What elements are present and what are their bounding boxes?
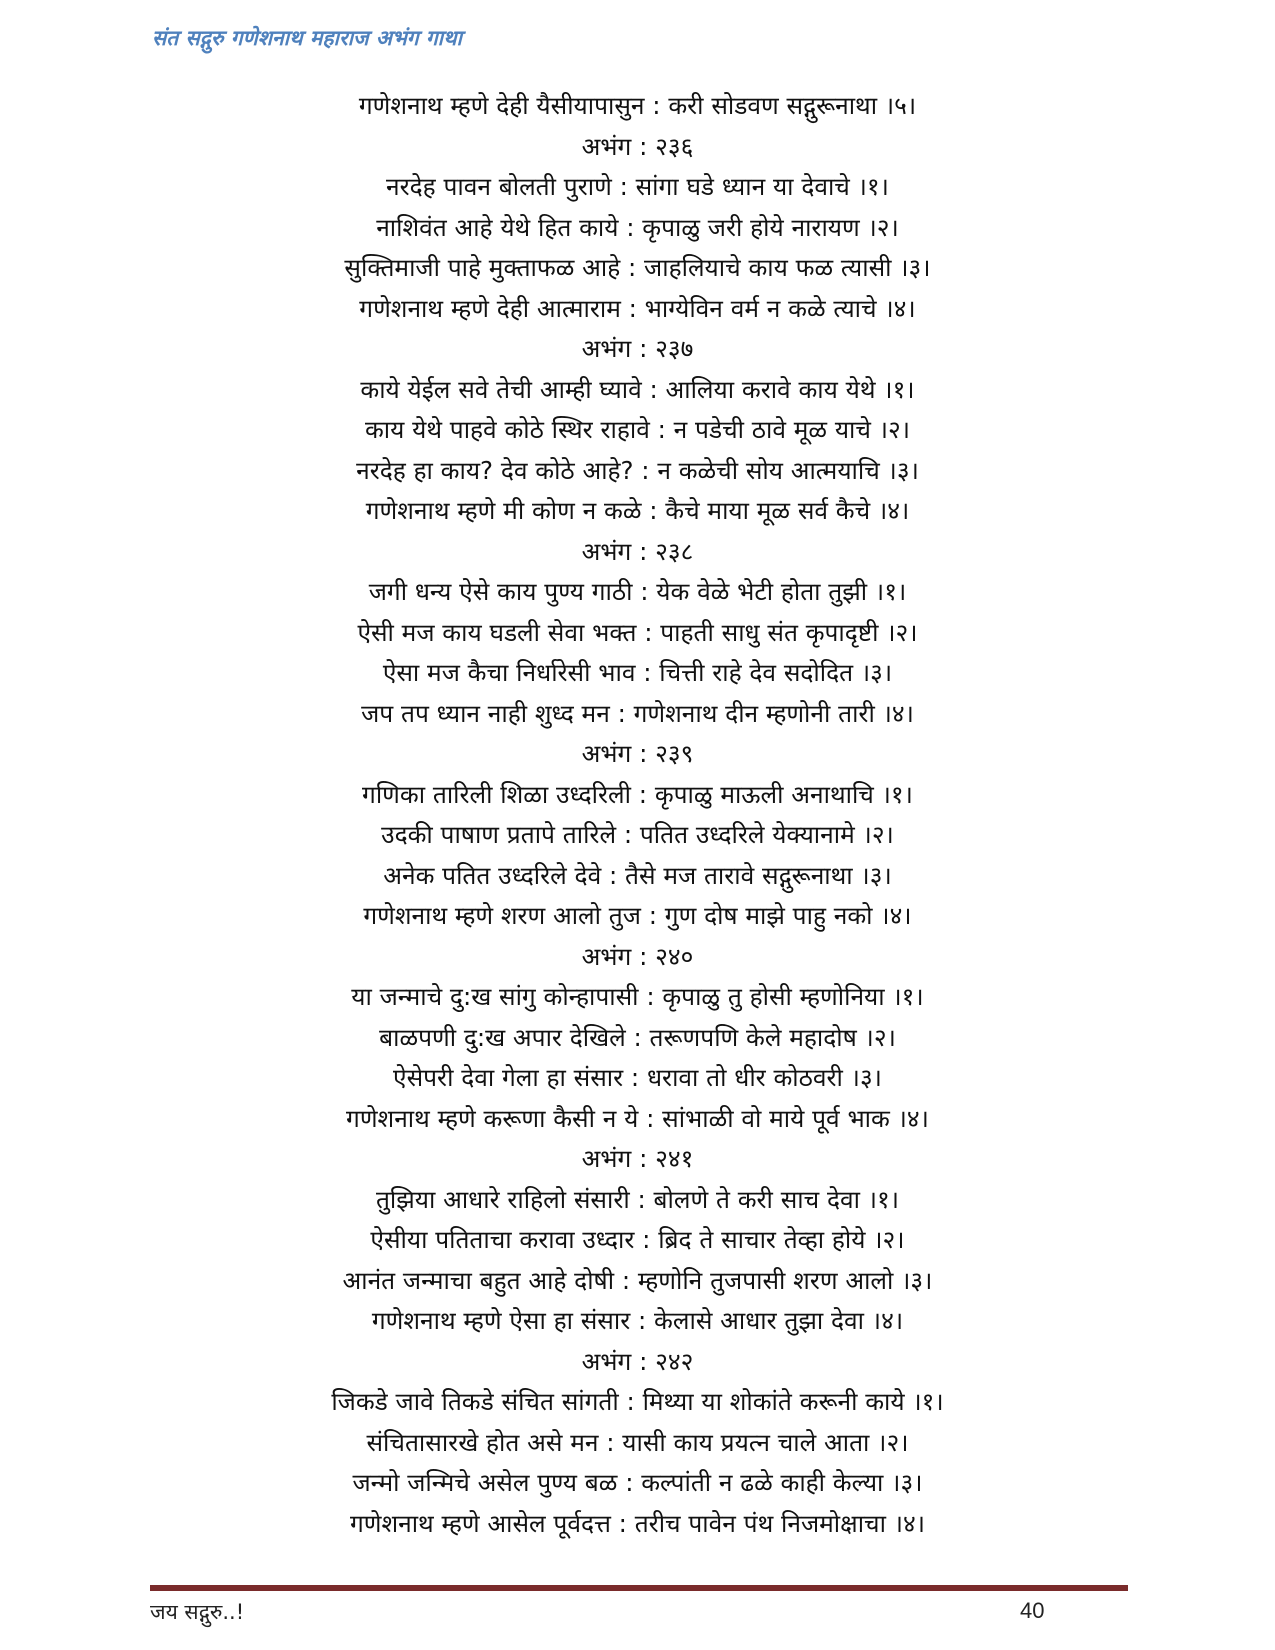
verse-line: या जन्माचे दु:ख सांगु कोन्हापासी : कृपाळु तु होसी म्हणोनिया ।१।	[351, 982, 924, 1011]
page-header-title: संत सद्गुरु गणेशनाथ महाराज अभंग गाथा	[152, 26, 462, 50]
abhang-text-body	[150, 86, 1125, 1544]
verse-line: गणेशनाथ म्हणे मी कोण न कळे : कैचे माया मूळ सर्व कैचे ।४।	[365, 496, 910, 525]
verse-line: नरदेह पावन बोलती पुराणे : सांगा घडे ध्यान या देवाचे ।१।	[386, 172, 889, 201]
footer-divider	[150, 1585, 1128, 1591]
verse-line: ऐसा मज कैचा निर्धारेसी भाव : चित्ती राहे देव सदोदित ।३।	[382, 658, 893, 687]
verse-line: नरदेह हा काय? देव कोठे आहे? : न कळेची सोय आत्मयाचि ।३।	[356, 455, 919, 485]
abhang-heading: अभंग : २४०	[581, 941, 694, 971]
abhang-heading: अभंग : २४१	[581, 1144, 694, 1173]
abhang-heading: अभंग : २३९	[581, 739, 694, 768]
verse-line: गणेशनाथ म्हणे देही आत्माराम : भाग्येविन वर्म न कळे त्याचे ।४।	[359, 293, 916, 323]
verse-line: संचितासारखे होत असे मन : यासी काय प्रयत्न चाले आता ।२।	[366, 1427, 909, 1457]
verse-line: ऐसीया पतिताचा करावा उध्दार : ब्रिद ते साचार तेव्हा होये ।२।	[370, 1225, 905, 1254]
verse-line: गणेशनाथ म्हणे करूणा कैसी न ये : सांभाळी वो माये पूर्व भाक ।४।	[346, 1103, 929, 1133]
verse-line: काय येथे पाहवे कोठे स्थिर राहावे : न पडेची ठावे मूळ याचे ।२।	[364, 415, 911, 444]
abhang-heading: अभंग : २४२	[581, 1346, 694, 1376]
verse-line: सुक्तिमाजी पाहे मुक्ताफळ आहे : जाहलियाचे काय फळ त्यासी ।३।	[344, 253, 931, 282]
verse-line: जिकडे जावे तिकडे संचित सांगती : मिथ्या या शोकांते करूनी काये ।१।	[331, 1387, 944, 1416]
verse-line: गणेशनाथ म्हणे आसेल पूर्वदत्त : तरीच पावेन पंथ निजमोक्षाचा ।४।	[349, 1508, 926, 1538]
verse-line: नाशिवंत आहे येथे हित काये : कृपाळु जरी होये नारायण ।२।	[376, 212, 899, 242]
abhang-heading: अभंग : २३८	[581, 536, 694, 566]
abhang-heading: अभंग : २३७	[581, 334, 694, 363]
verse-line: ऐसेपरी देवा गेला हा संसार : धरावा तो धीर कोठवरी ।३।	[393, 1063, 882, 1092]
verse-line: बाळपणी दु:ख अपार देखिले : तरूणपणि केले महादोष ।२।	[379, 1022, 896, 1052]
footer-text: जय सद्गुरु..!	[150, 1600, 245, 1624]
page-number: 40	[1020, 1598, 1045, 1623]
verse-line: उदकी पाषाण प्रतापे तारिले : पतित उध्दरिले येक्यानामे ।२।	[381, 820, 894, 849]
verse-line: आनंत जन्माचा बहुत आहे दोषी : म्हणोनि तुजपासी शरण आलो ।३।	[342, 1265, 933, 1295]
verse-line: ऐसी मज काय घडली सेवा भक्त : पाहती साधु संत कृपादृष्टी ।२।	[357, 617, 918, 647]
verse-line: तुझिया आधारे राहिलो संसारी : बोलणे ते करी साच देवा ।१।	[375, 1184, 900, 1214]
verse-line: गणेशनाथ म्हणे शरण आलो तुज : गुण दोष माझे पाहु नको ।४।	[363, 901, 912, 930]
verse-line: जगी धन्य ऐसे काय पुण्य गाठी : येक वेळे भेटी होता तुझी ।१।	[368, 577, 907, 606]
verse-line: जन्मो जन्मिचे असेल पुण्य बळ : कल्पांती न ढळे काही केल्या ।३।	[352, 1468, 923, 1497]
verse-line: जप तप ध्यान नाही शुध्द मन : गणेशनाथ दीन म्हणोनी तारी ।४।	[361, 698, 914, 728]
abhang-heading: अभंग : २३६	[581, 131, 694, 161]
verse-line: गणेशनाथ म्हणे ऐसा हा संसार : केलासे आधार तुझा देवा ।४।	[371, 1306, 904, 1335]
verse-line: अनेक पतित उध्दरिले देवे : तैसे मज तारावे सद्गुरूनाथा ।३।	[383, 860, 892, 890]
verse-line: गणिका तारिली शिळा उध्दरिली : कृपाळु माऊली अनाथाचि ।१।	[362, 779, 913, 809]
verse-line: गणेशनाथ म्हणे देही यैसीयापासुन : करी सोडवण सद्गुरूनाथा ।५।	[358, 91, 917, 120]
verse-line: काये येईल सवे तेची आम्ही घ्यावे : आलिया करावे काय येथे ।१।	[360, 374, 915, 404]
